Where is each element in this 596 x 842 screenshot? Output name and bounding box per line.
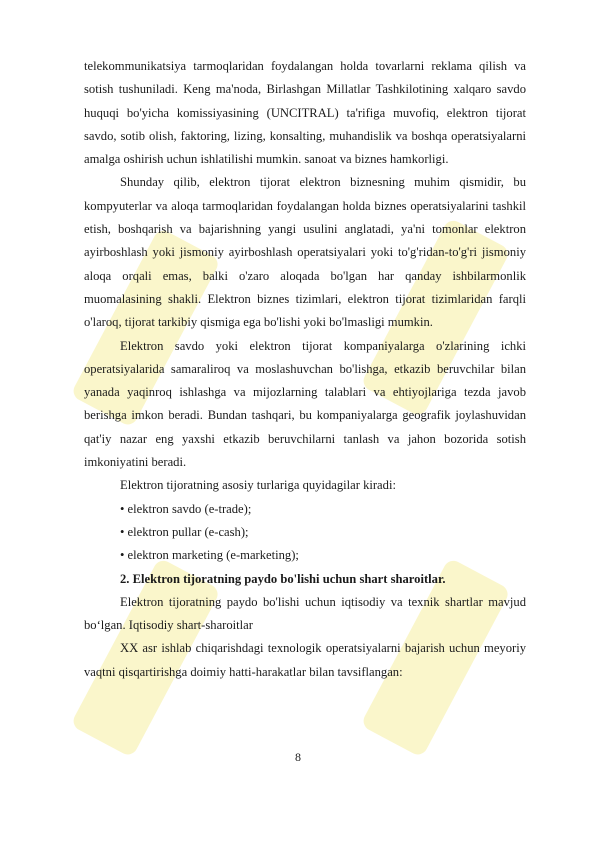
paragraph: telekommunikatsiya tarmoqlaridan foydalangan holda tovarlarni reklama qilish va sotish tushuniladi. Keng ma'noda, Birlashgan Millatlar Tashkilotining xalqaro savdo huquqi bo'yicha komissiyasining (UNCITRAL) ta'rifiga muvofiq, elektron tijorat savdo, sotib olish, faktoring, lizing, konsalting, muhandislik va boshqa operatsiyalarni amalga oshirish uchun ishlatilishi mumkin. sanoat va biznes hamkorligi. <box>84 59 526 167</box>
paragraph: Shunday qilib, elektron tijorat elektron biznesning muhim qismidir, bu kompyuterlar va aloqa tarmoqlaridan foydalangan holda biznes operatsiyalarini tashkil etish, boshqarish va bajarishning yangi usulini anglatadi, ya'ni tomonlar elektron ayirboshlash yoki jismoniy ayirboshlash operatsiyalari yoki to'g'ridan-to'g'ri jismoniy aloqa orqali emas, balki o'zaro aloqada bo'lgan har qanday ishbilarmonlik muomalasining shakli. Elektron biznes tizimlari, elektron tijorat tizimlaridan farqli o'laroq, tijorat tarkibiy qismiga ega bo'lishi yoki bo'lmasligi mumkin. <box>84 175 526 330</box>
paragraph: Elektron tijoratning asosiy turlariga quyidagilar kiradi: <box>120 478 396 493</box>
list-item: • elektron pullar (e-cash); <box>120 524 249 539</box>
body-text <box>84 55 526 684</box>
list-item: • elektron savdo (e-trade); <box>120 501 252 516</box>
page-number: 8 <box>295 750 301 764</box>
section-heading: 2. Elektron tijoratning paydo bo'lishi uchun shart sharoitlar. <box>120 571 446 586</box>
list-item: • elektron marketing (e-marketing); <box>120 548 299 563</box>
paragraph: Elektron savdo yoki elektron tijorat kompaniyalarga o'zlarining ichki operatsiyalarida samaraliroq va moslashuvchan bo'lishga, etkazib beruvchilar bilan yanada yaqinroq ishlashga va mijozlarning talablari va ehtiyojlariga tezda javob berishga imkon beradi. Bundan tashqari, bu kompaniyalarga geografik joylashuvidan qat'iy nazar eng yaxshi etkazib beruvchilarni tanlash va jahon bozorida sotish imkoniyatini beradi. <box>84 338 526 470</box>
paragraph: XX asr ishlab chiqarishdagi texnologik operatsiyalarni bajarish uchun meyoriy vaqtni qisqartirishga doimiy hatti-harakatlar bilan tavsiflangan: <box>84 641 526 679</box>
paragraph: Elektron tijoratning paydo bo'lishi uchun iqtisodiy va texnik shartlar mavjud bo‘lgan. Iqtisodiy shart-sharoitlar <box>84 594 526 633</box>
